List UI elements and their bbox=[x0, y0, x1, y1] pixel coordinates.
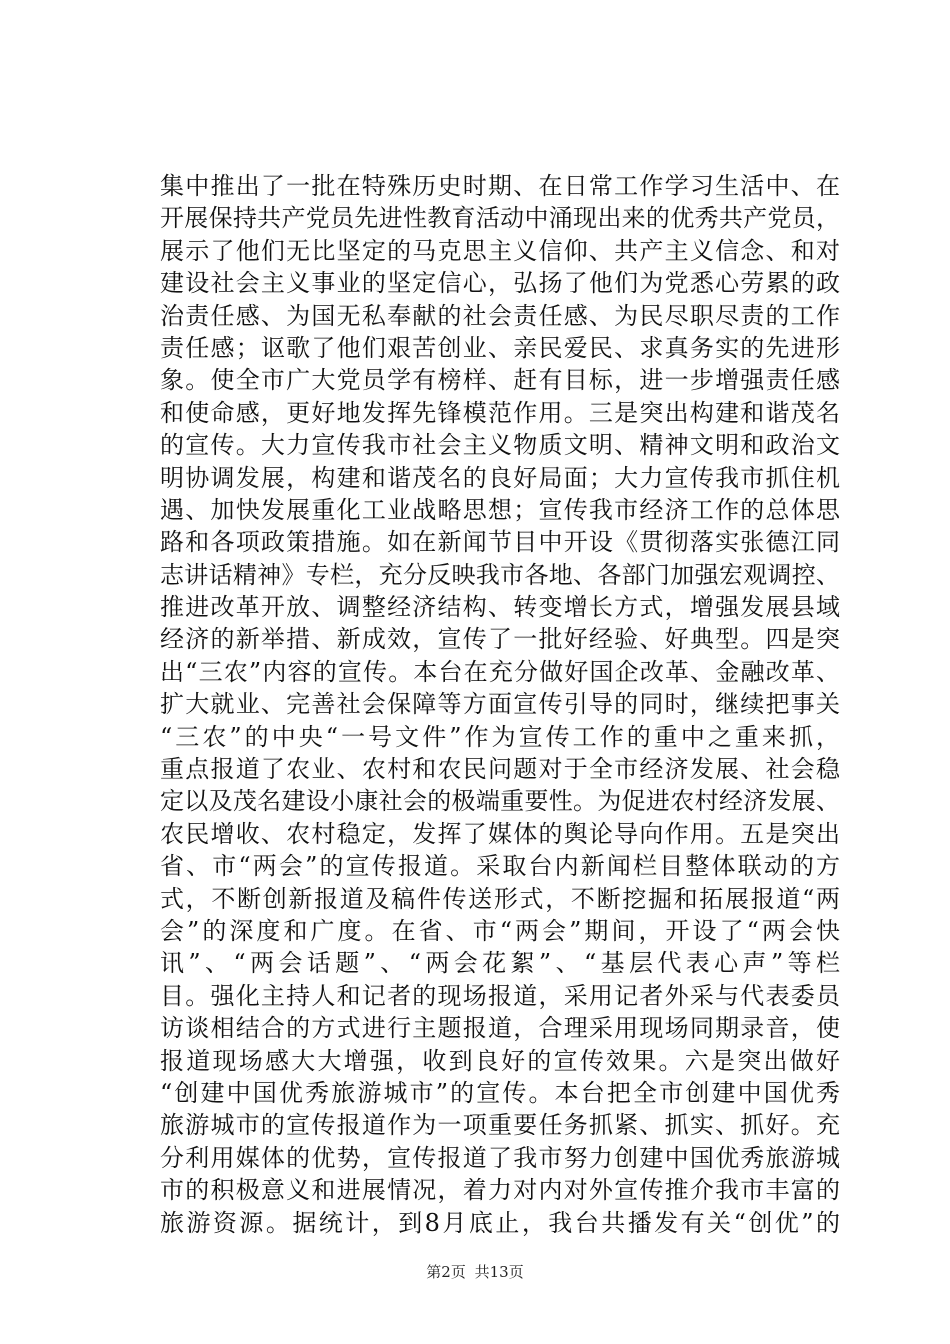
text-line: “三农”的中央“一号文件”作为宣传工作的重中之重来抓， bbox=[160, 722, 840, 751]
text-line: 扩大就业、完善社会保障等方面宣传引导的同时，继续把事关 bbox=[160, 690, 840, 719]
text-line: 报道现场感大大增强，收到良好的宣传效果。六是突出做好 bbox=[160, 1046, 840, 1075]
text-line: 旅游城市的宣传报道作为一项重要任务抓紧、抓实、抓好。充 bbox=[160, 1111, 840, 1140]
text-line: 式，不断创新报道及稿件传送形式，不断挖掘和拓展报道“两 bbox=[160, 884, 840, 913]
text-line: 分利用媒体的优势，宣传报道了我市努力创建中国优秀旅游城 bbox=[160, 1143, 840, 1172]
text-line: 志讲话精神》专栏，充分反映我市各地、各部门加强宏观调控、 bbox=[160, 560, 840, 589]
text-line: 会”的深度和广度。在省、市“两会”期间，开设了“两会快 bbox=[160, 916, 840, 945]
body-text bbox=[160, 170, 840, 1239]
text-line: 开展保持共产党员先进性教育活动中涌现出来的优秀共产党员， bbox=[160, 204, 840, 233]
text-line: 的宣传。大力宣传我市社会主义物质文明、精神文明和政治文 bbox=[160, 431, 840, 460]
text-line: 农民增收、农村稳定，发挥了媒体的舆论导向作用。五是突出 bbox=[160, 819, 840, 848]
text-line: 讯”、“两会话题”、“两会花絮”、“基层代表心声”等栏 bbox=[160, 949, 840, 978]
text-line: 展示了他们无比坚定的马克思主义信仰、共产主义信念、和对 bbox=[160, 236, 840, 265]
page-total: 共13页 bbox=[474, 1263, 524, 1281]
text-line: “创建中国优秀旅游城市”的宣传。本台把全市创建中国优秀 bbox=[160, 1078, 840, 1107]
text-line: 经济的新举措、新成效，宣传了一批好经验、好典型。四是突 bbox=[160, 625, 840, 654]
text-line: 旅游资源。据统计，到8月底止，我台共播发有关“创优”的 bbox=[160, 1208, 840, 1237]
text-line: 省、市“两会”的宣传报道。采取台内新闻栏目整体联动的方 bbox=[160, 852, 840, 881]
text-line: 出“三农”内容的宣传。本台在充分做好国企改革、金融改革、 bbox=[160, 657, 840, 686]
text-line: 目。强化主持人和记者的现场报道，采用记者外采与代表委员 bbox=[160, 981, 840, 1010]
text-line: 访谈相结合的方式进行主题报道，合理采用现场同期录音，使 bbox=[160, 1014, 840, 1043]
text-line: 责任感；讴歌了他们艰苦创业、亲民爱民、求真务实的先进形 bbox=[160, 333, 840, 362]
text-line: 定以及茂名建设小康社会的极端重要性。为促进农村经济发展、 bbox=[160, 787, 840, 816]
text-line: 和使命感，更好地发挥先锋模范作用。三是突出构建和谐茂名 bbox=[160, 398, 840, 427]
text-line: 象。使全市广大党员学有榜样、赶有目标，进一步增强责任感 bbox=[160, 366, 840, 395]
text-line: 治责任感、为国无私奉献的社会责任感、为民尽职尽责的工作 bbox=[160, 301, 840, 330]
page-number: 第2页 bbox=[426, 1263, 466, 1281]
text-line: 路和各项政策措施。如在新闻节目中开设《贯彻落实张德江同 bbox=[160, 528, 840, 557]
text-line: 重点报道了农业、农村和农民问题对于全市经济发展、社会稳 bbox=[160, 755, 840, 784]
text-line: 市的积极意义和进展情况，着力对内对外宣传推介我市丰富的 bbox=[160, 1176, 840, 1205]
text-line: 明协调发展，构建和谐茂名的良好局面；大力宣传我市抓住机 bbox=[160, 463, 840, 492]
page-footer bbox=[0, 1262, 950, 1282]
text-line: 集中推出了一批在特殊历史时期、在日常工作学习生活中、在 bbox=[160, 172, 840, 200]
text-line: 遇、加快发展重化工业战略思想；宣传我市经济工作的总体思 bbox=[160, 495, 840, 524]
text-line: 建设社会主义事业的坚定信心，弘扬了他们为党悉心劳累的政 bbox=[160, 269, 840, 298]
text-line: 推进改革开放、调整经济结构、转变增长方式，增强发展县域 bbox=[160, 593, 840, 622]
